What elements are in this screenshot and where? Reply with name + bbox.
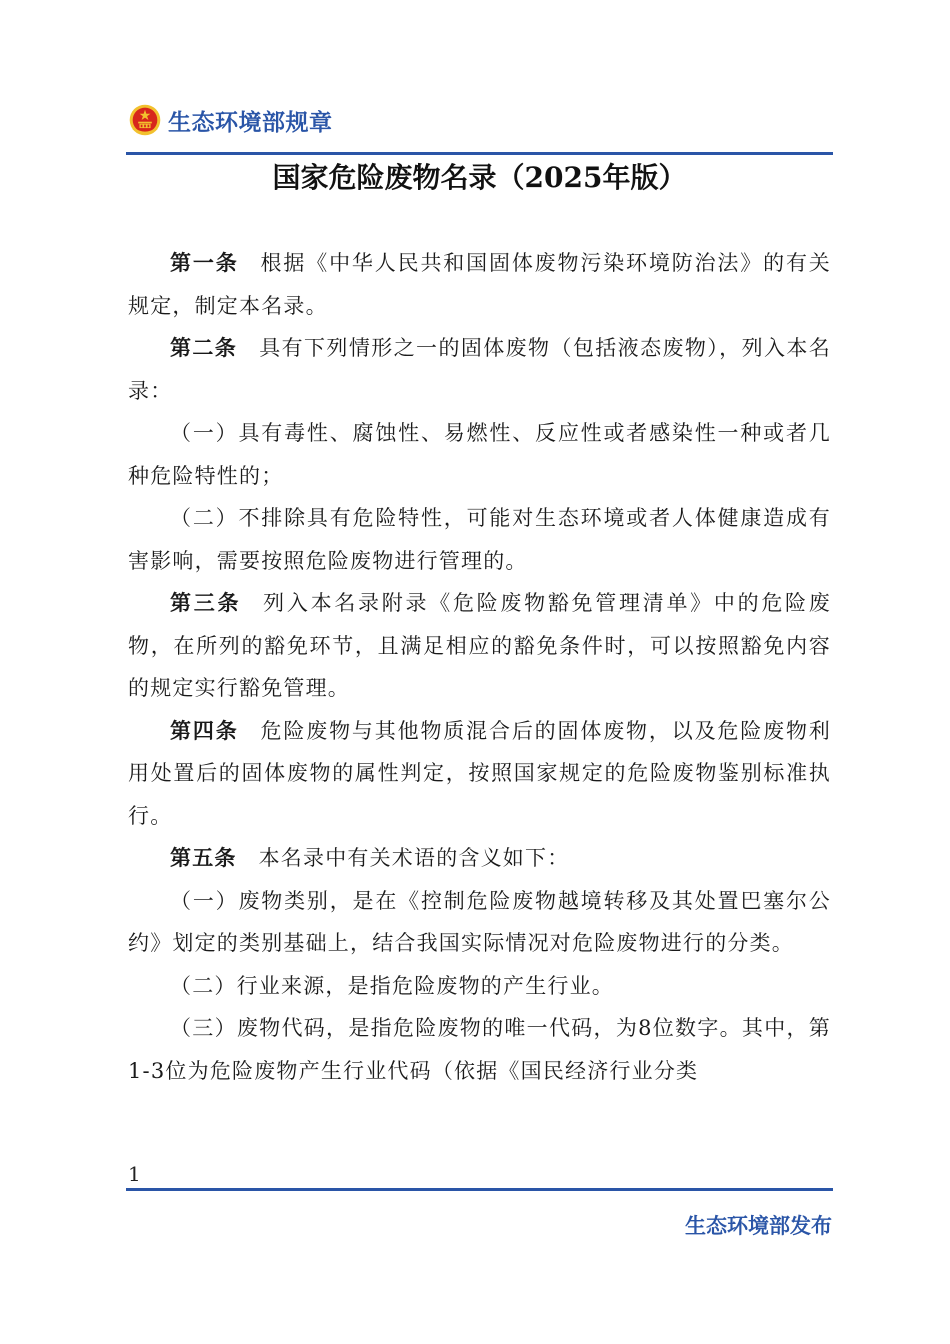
header-title: 生态环境部规章 — [168, 109, 333, 136]
article-label: 第一条 — [170, 251, 239, 275]
article-label: 第五条 — [170, 846, 237, 870]
paragraph-text: 根据《中华人民共和国固体废物污染环境防治法》的有关规定，制定本名录。 — [128, 251, 832, 318]
paragraph — [128, 710, 831, 838]
paragraph — [128, 242, 831, 327]
paragraph — [128, 880, 831, 965]
page-header — [128, 100, 333, 140]
paragraph — [128, 327, 831, 412]
document-body — [128, 242, 831, 1092]
paragraph-text: 危险废物与其他物质混合后的固体废物，以及危险废物利用处置后的固体废物的属性判定，按照国家规定的危险废物鉴别标准执行。 — [128, 718, 832, 828]
national-emblem-icon — [128, 103, 162, 137]
article-label: 第三条 — [170, 591, 242, 615]
article-label: 第四条 — [170, 718, 239, 743]
paragraph-text: （三）废物代码，是指危险废物的唯一代码，为8位数字。其中，第1-3位为危险废物产生行业代码（依据《国民经济行业分类 — [128, 1016, 831, 1083]
document-title: 国家危险废物名录（2025年版） — [272, 161, 687, 194]
footer-divider — [126, 1188, 833, 1191]
paragraph — [128, 412, 831, 497]
paragraph-text: （二）不排除具有危险特性，可能对生态环境或者人体健康造成有害影响，需要按照危险废物进行管理的。 — [128, 506, 831, 573]
page-number: 1 — [128, 1162, 141, 1186]
paragraph-text: （一）具有毒性、腐蚀性、易燃性、反应性或者感染性一种或者几种危险特性的； — [128, 421, 831, 488]
paragraph — [128, 582, 831, 710]
paragraph-text: （一）废物类别，是在《控制危险废物越境转移及其处置巴塞尔公约》划定的类别基础上，结合我国实际情况对危险废物进行的分类。 — [128, 888, 831, 955]
paragraph — [128, 1007, 831, 1092]
publisher-label: 生态环境部发布 — [685, 1214, 832, 1238]
paragraph — [128, 497, 831, 582]
paragraph — [128, 837, 831, 880]
paragraph-text: （二）行业来源，是指危险废物的产生行业。 — [170, 973, 614, 998]
paragraph-text: 具有下列情形之一的固体废物（包括液态废物），列入本名录： — [128, 336, 831, 403]
paragraph-text: 本名录中有关术语的含义如下： — [258, 846, 570, 870]
paragraph — [128, 965, 831, 1008]
article-label: 第二条 — [170, 336, 238, 360]
header-divider — [126, 152, 833, 155]
paragraph-text: 列入本名录附录《危险废物豁免管理清单》中的危险废物，在所列的豁免环节，且满足相应的豁免条件时，可以按照豁免内容的规定实行豁免管理。 — [128, 591, 831, 700]
